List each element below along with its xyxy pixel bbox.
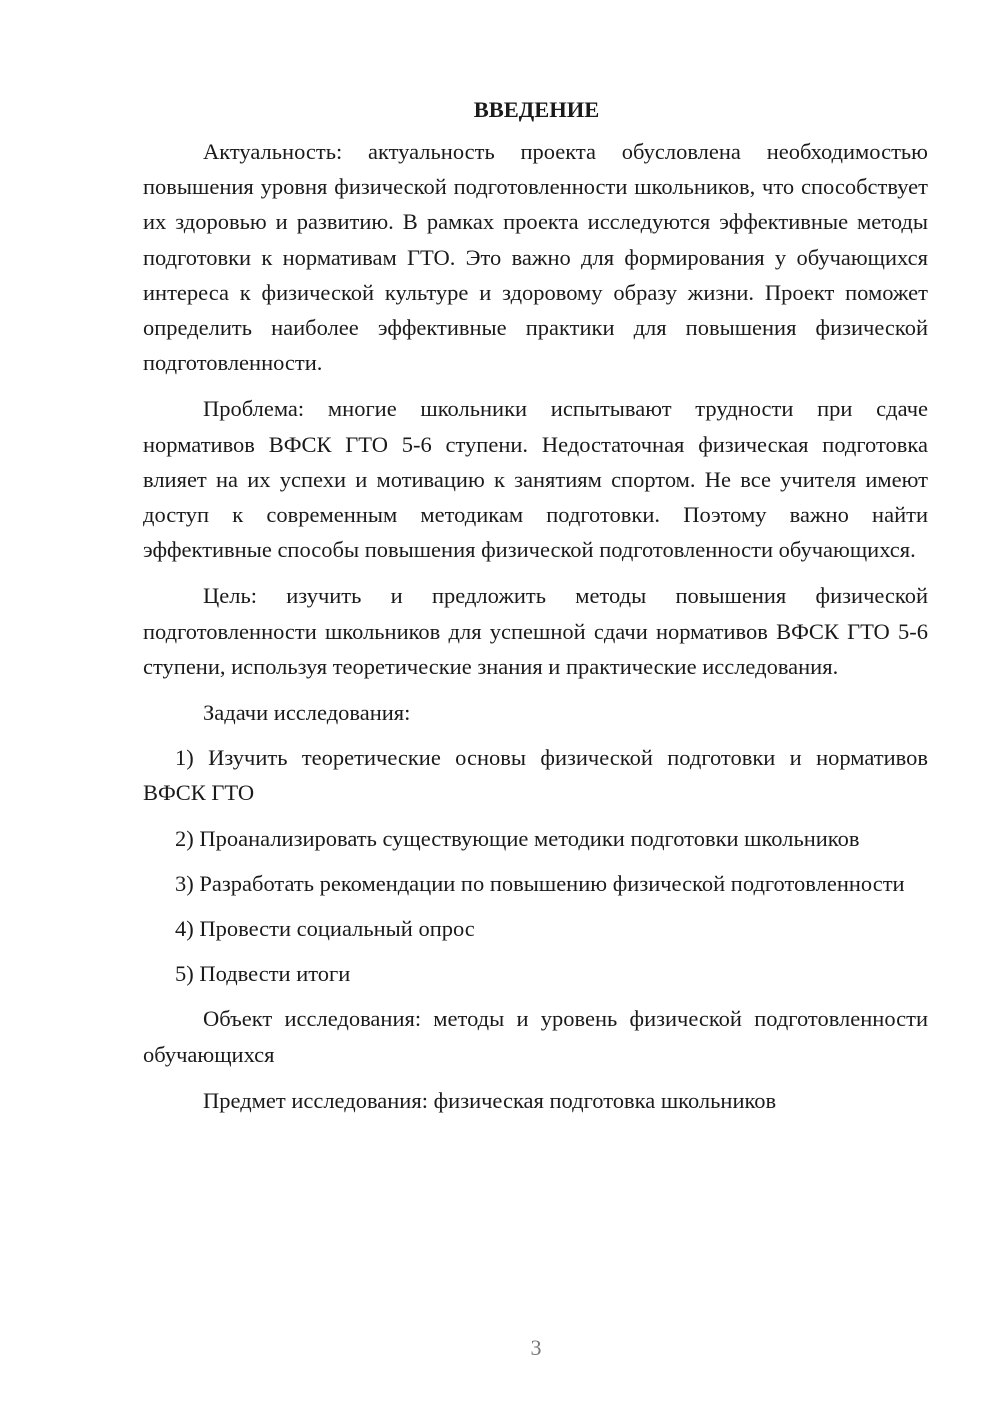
paragraph-subject: Предмет исследования: физическая подготовка школьников [203, 1087, 777, 1113]
page-content [143, 92, 928, 1129]
task-item-3: 3) Разработать рекомендации по повышению физической подготовленности [175, 870, 905, 896]
paragraph-goal: Цель: изучить и предложить методы повышения физической подготовленности школьников для успешной сдачи нормативов ВФСК ГТО 5-6 ступени, используя теоретические знания и практические исследования. [143, 583, 928, 679]
tasks-title: Задачи исследования: [203, 700, 411, 726]
task-item-2: 2) Проанализировать существующие методики подготовки школьников [175, 825, 860, 851]
task-item-5: 5) Подвести итоги [175, 961, 351, 987]
section-heading: ВВЕДЕНИЕ [473, 97, 600, 122]
page-number: 3 [530, 1335, 542, 1360]
paragraph-object: Объект исследования: методы и уровень физической подготовленности обучающихся [143, 1006, 928, 1067]
paragraph-relevance: Актуальность: актуальность проекта обусловлена необходимостью повышения уровня физической подготовленности школьников, что способствует их здоровью и развитию. В рамках проекта исследуются эффективные методы подготовки к нормативам ГТО. Это важно для формирования у обучающихся интереса к физической культуре и здоровому образу жизни. Проект поможет определить наиболее эффективные практики для повышения физической подготовленности. [143, 139, 928, 376]
task-item-1: 1) Изучить теоретические основы физической подготовки и нормативов ВФСК ГТО [143, 745, 928, 806]
task-item-4: 4) Провести социальный опрос [175, 916, 475, 942]
paragraph-problem: Проблема: многие школьники испытывают трудности при сдаче нормативов ВФСК ГТО 5-6 ступени. Недостаточная физическая подготовка влияет на их успехи и мотивацию к занятиям спортом. Не все учителя имеют доступ к современным методикам подготовки. Поэтому важно найти эффективные способы повышения физической подготовленности обучающихся. [143, 396, 928, 563]
